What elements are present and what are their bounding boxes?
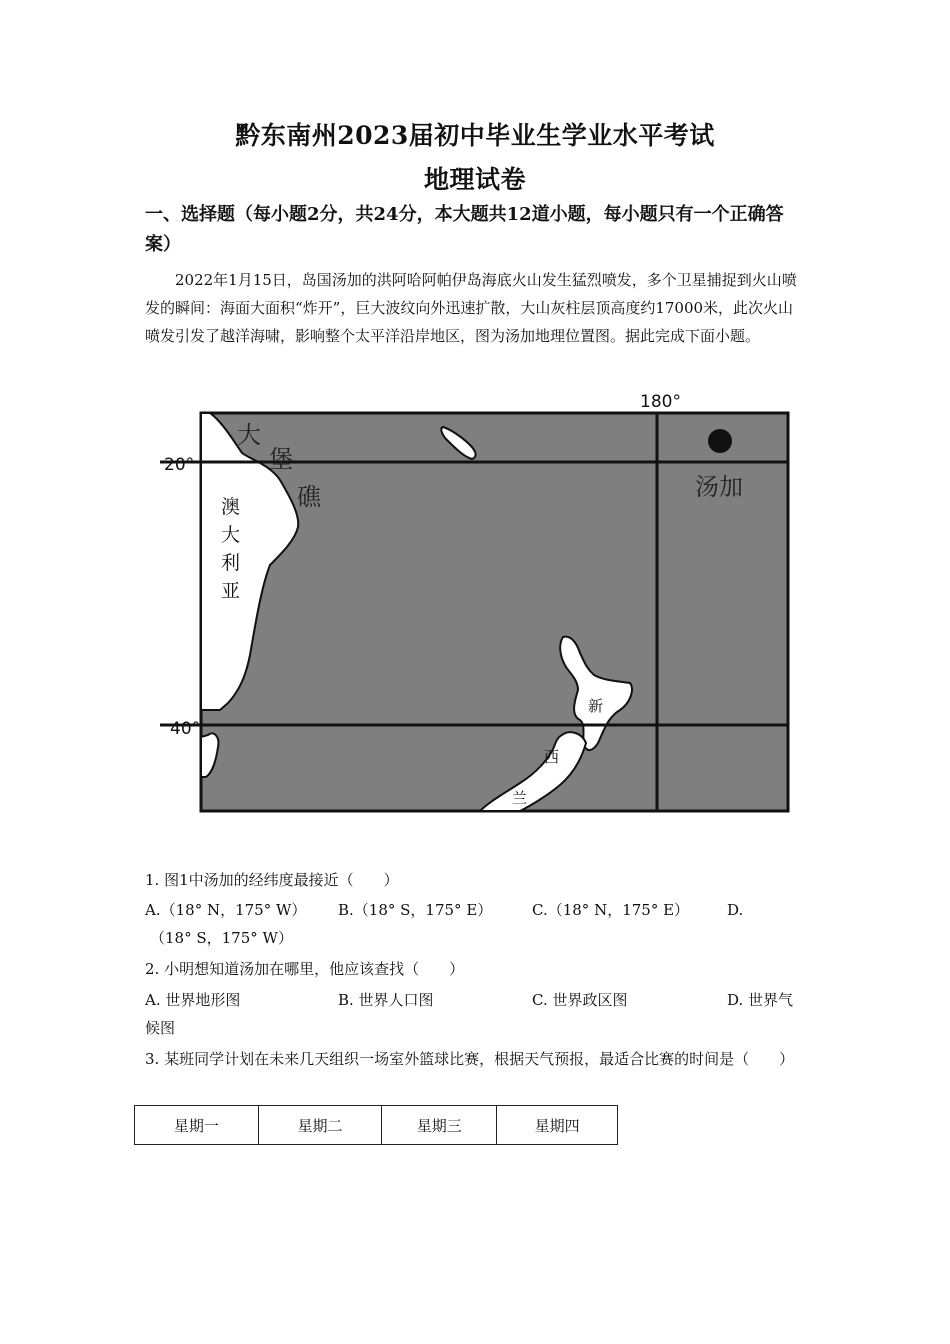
australia-char-1: 澳 xyxy=(221,496,241,518)
question-2-option-b: B. 世界人口图 xyxy=(338,991,434,1009)
reef-char-2: 堡 xyxy=(269,445,293,473)
longitude-180-label: 180° xyxy=(640,392,681,412)
map-svg xyxy=(150,385,810,825)
latitude-40-label: 40° xyxy=(170,719,201,739)
exam-title: 黔东南州2023届初中毕业生学业水平考试 xyxy=(235,121,715,150)
nz-char-1: 新 xyxy=(588,697,604,715)
question-1-option-d: D. xyxy=(727,901,744,919)
weather-day-4: 星期四 xyxy=(497,1106,618,1145)
latitude-20-label: 20° xyxy=(164,455,195,475)
question-2-stem: 2. 小明想知道汤加在哪里，他应该查找（ ） xyxy=(145,960,465,978)
question-1-option-b: B.（18° S，175° E） xyxy=(338,901,493,919)
australia-char-4: 亚 xyxy=(221,580,241,602)
australia-char-2: 大 xyxy=(221,524,241,546)
question-2-option-a: A. 世界地形图 xyxy=(145,991,241,1009)
weather-forecast-table xyxy=(134,1105,618,1145)
question-1-option-c: C.（18° N，175° E） xyxy=(532,901,690,919)
question-2-option-c: C. 世界政区图 xyxy=(532,991,628,1009)
question-2-option-d-wrap: 候图 xyxy=(145,1019,176,1037)
weather-day-3: 星期三 xyxy=(382,1106,497,1145)
nz-char-2: 西 xyxy=(544,748,560,766)
weather-day-1: 星期一 xyxy=(135,1106,259,1145)
question-1-option-a: A.（18° N，175° W） xyxy=(145,901,307,919)
australia-char-3: 利 xyxy=(221,552,241,574)
reef-char-1: 大 xyxy=(237,421,261,449)
question-2-option-d: D. 世界气 xyxy=(727,991,794,1009)
tonga-label: 汤加 xyxy=(695,473,743,501)
tonga-marker xyxy=(708,429,732,453)
question-3-stem: 3. 某班同学计划在未来几天组织一场室外篮球比赛，根据天气预报，最适合比赛的时间是（ ） xyxy=(145,1050,795,1068)
tonga-location-map xyxy=(150,385,810,825)
exam-subject: 地理试卷 xyxy=(423,165,526,194)
nz-char-3: 兰 xyxy=(512,789,528,807)
section-heading: 一、选择题（每小题2分，共24分，本大题共12道小题，每小题只有一个正确答案） xyxy=(145,204,784,255)
passage: 2022年1月15日，岛国汤加的洪阿哈阿帕伊岛海底火山发生猛烈喷发，多个卫星捕捉到火山喷发的瞬间：海面大面积“炸开”，巨大波纹向外迅速扩散，大山灰柱层顶高度约17000米，此次火山喷发引发了越洋海啸，影响整个太平洋沿岸地区，图为汤加地理位置图。据此完成下面小题。 xyxy=(145,271,797,345)
weather-day-2: 星期二 xyxy=(258,1106,382,1145)
question-1-option-d-value: （18° S，175° W） xyxy=(150,929,293,947)
reef-char-3: 礁 xyxy=(297,483,321,511)
table-row xyxy=(135,1106,618,1145)
question-1-stem: 1. 图1中汤加的经纬度最接近（ ） xyxy=(145,871,399,889)
